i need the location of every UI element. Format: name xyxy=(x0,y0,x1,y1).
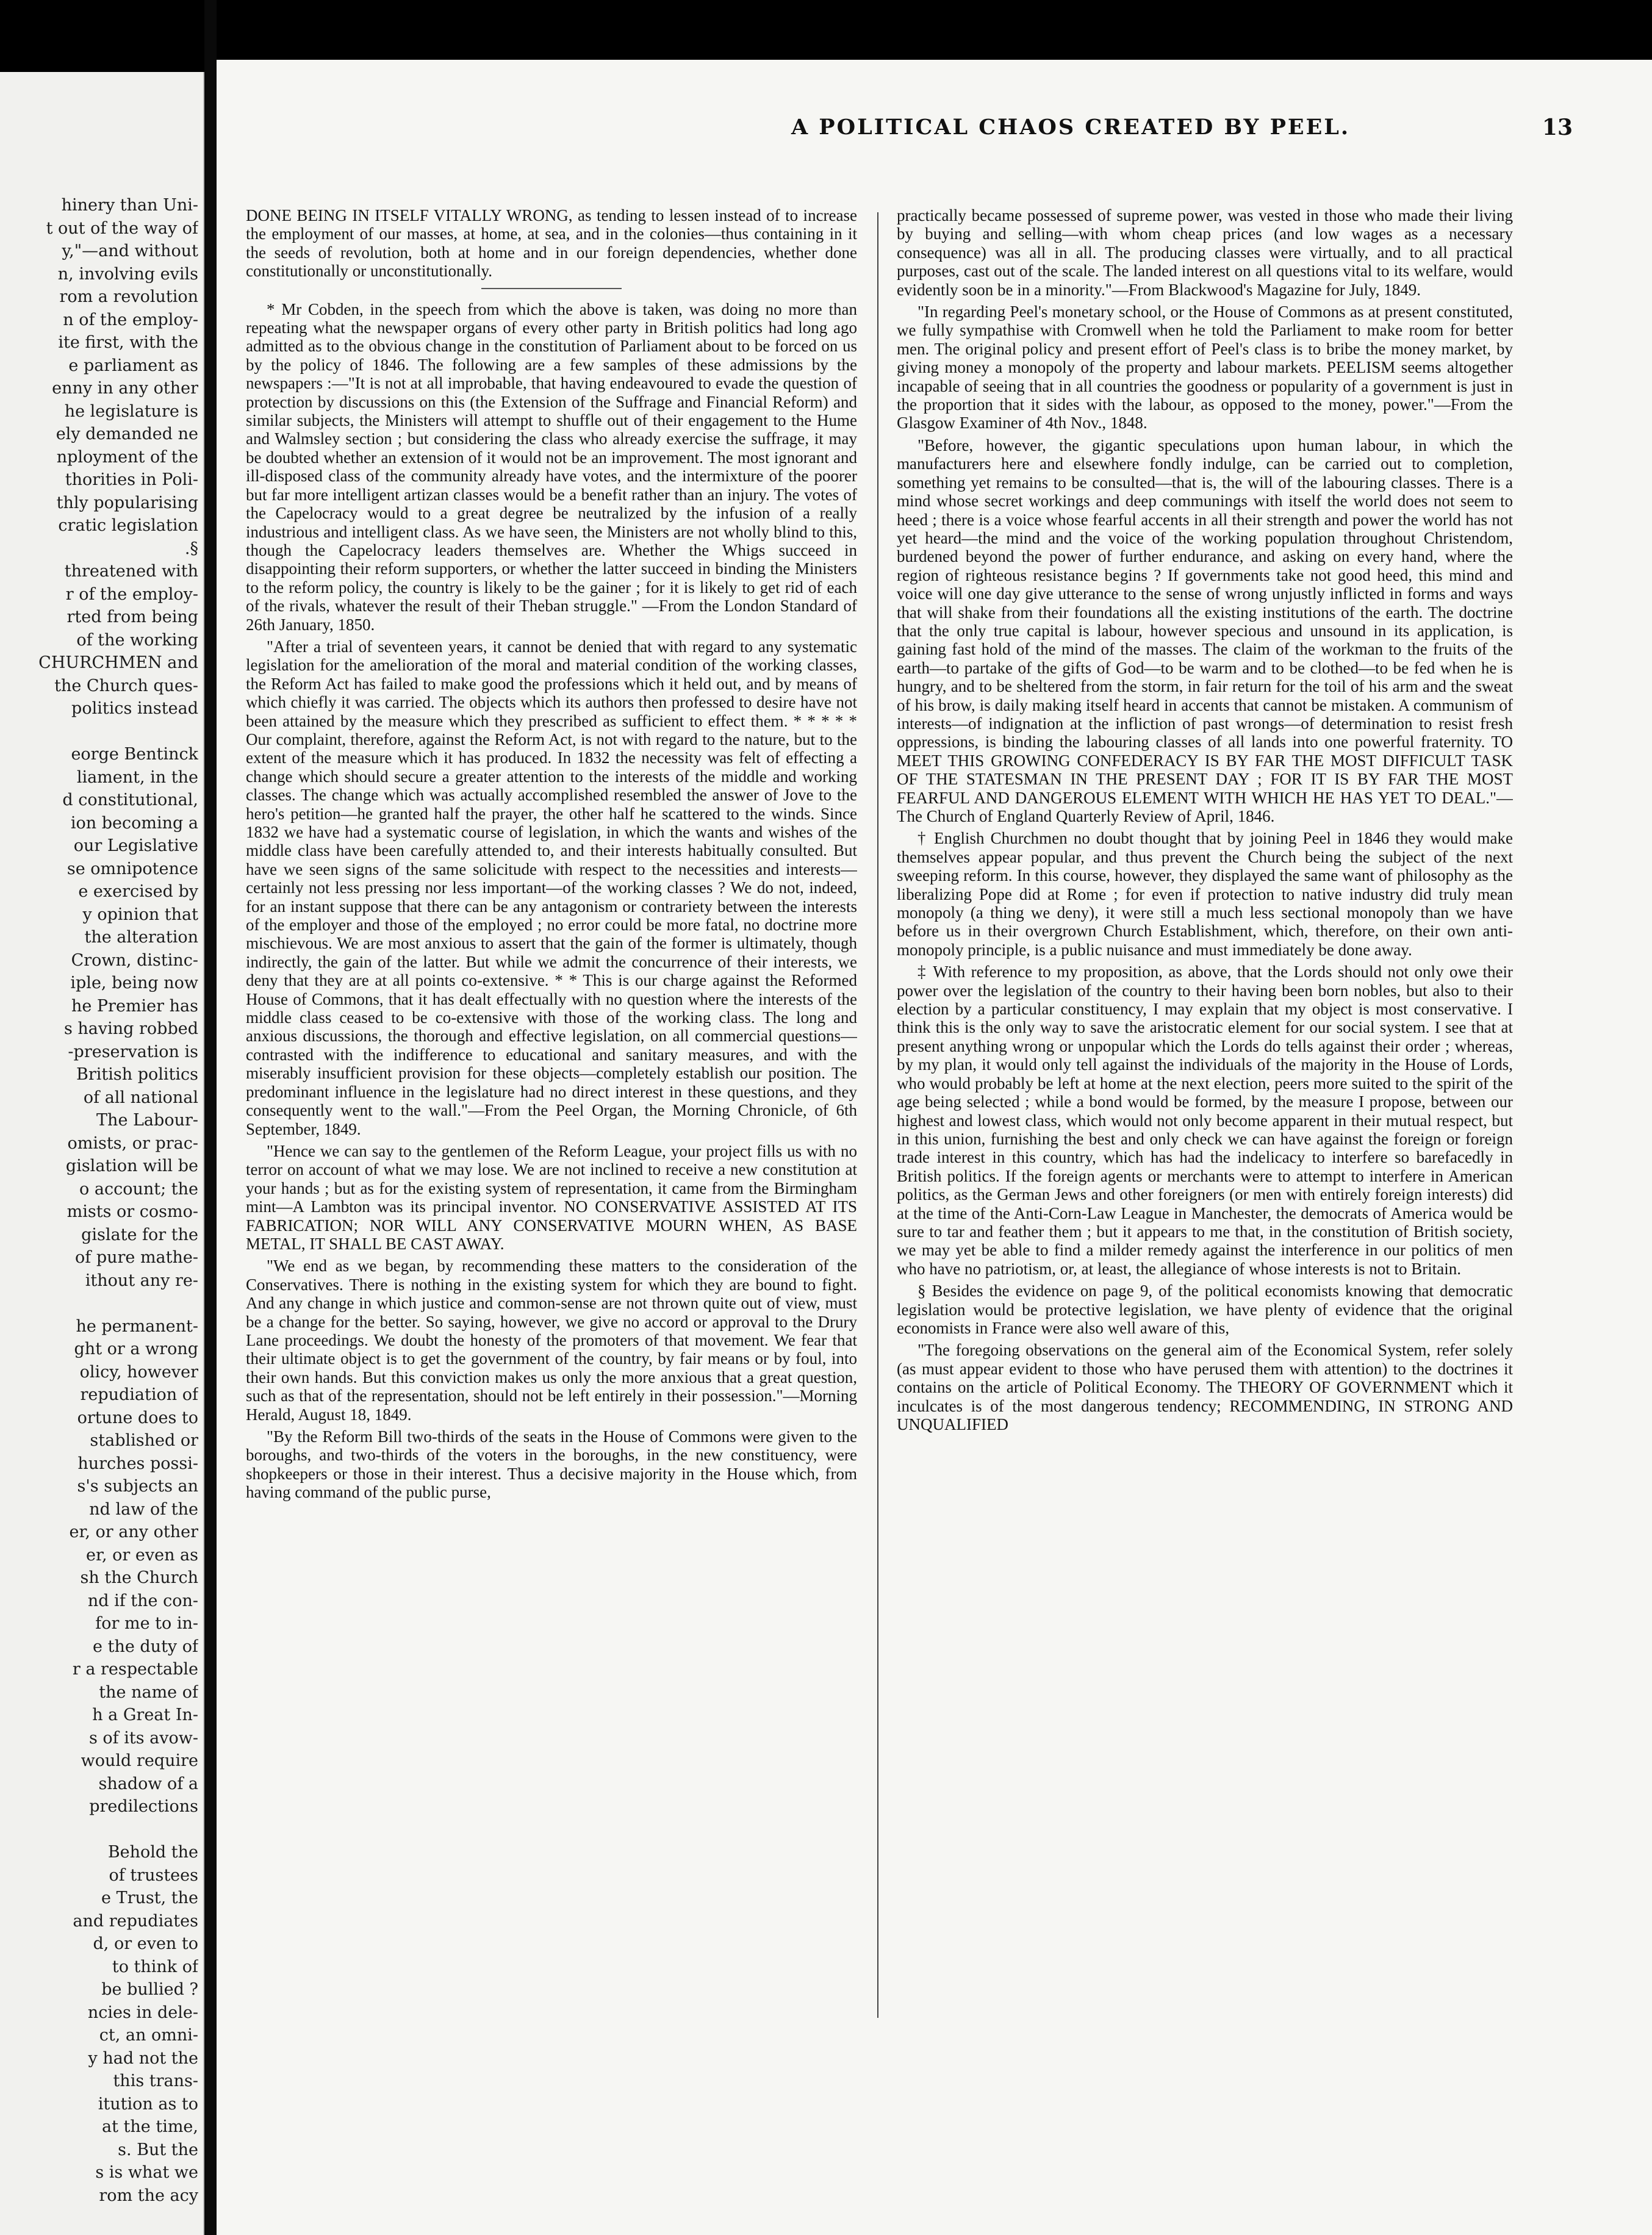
previous-page-line: r of the employ- xyxy=(65,584,198,604)
show-through-text xyxy=(400,2042,1437,2079)
previous-page-line: stablished or xyxy=(90,1431,198,1450)
previous-page-line: ortune does to xyxy=(77,1408,198,1427)
previous-page-line: of trustees xyxy=(109,1865,198,1885)
previous-page-line: y had not the xyxy=(88,2048,198,2068)
previous-page-line: olicy, however xyxy=(79,1362,198,1382)
previous-page-line: omists, or prac- xyxy=(67,1133,198,1153)
previous-page-line: .§ xyxy=(184,539,198,558)
previous-page-line: h a Great In- xyxy=(92,1706,198,1724)
previous-page-line: and repudiates xyxy=(73,1911,198,1931)
previous-page-line: thly popularising xyxy=(56,493,198,512)
column-divider xyxy=(877,212,878,2018)
paragraph: † English Churchmen no doubt thought that by joining Peel in 1846 they would make themselves appear popular, and thus prevent the Church being the subject of the next sweeping reform. In this course, however, they displayed the same want of philosophy as the liberalizing Pope did at Rome ; for even if protection to native industry did truly mean monopoly (a thing we deny), it were still a much less sectional monopoly than we have before us in their overgrown Church Establishment, which, therefore, on their own anti-monopoly principle, is a public nuisance and must immediately be done away. xyxy=(897,829,1513,959)
previous-page-line: d constitutional, xyxy=(62,791,198,809)
paragraph: DONE BEING IN ITSELF VITALLY WRONG, as tending to lessen instead of to increase the employment of our masses, at home, at sea, and in the colonies—thus containing in it the seeds of revolution, both at home and in our foreign dependencies, whether done constitutionally or unconstitutionally. xyxy=(246,206,857,281)
previous-page-line: The Labour- xyxy=(96,1111,198,1130)
footnote-rule xyxy=(481,288,622,289)
previous-page-line: iple, being now xyxy=(70,974,198,992)
paragraph: § Besides the evidence on page 9, of the political economists knowing that democratic legislation would be protective legislation, we have plenty of evidence that the original economists in France were also well aware of this, xyxy=(897,1282,1513,1337)
paragraph: "After a trial of seventeen years, it cannot be denied that with regard to any systematic legislation for the amelioration of the moral and material condition of the working classes, the Reform Act has failed to make good the professions which it held out, and by means of which chiefly it was carried. The objects which its authors then professed to desire have not been attained by the measure which they prescribed as sufficient to effect them. * * * * * Our complaint, therefore, against the Reform Act, is not with regard to the nature, but to the extent of the measure which it has produced. In 1832 the necessity was felt of effecting a change which should secure a greater attention to the interests of the middle and working classes. The change which was actually accomplished resembled the answer of Jove to the hero's petition—he granted half the prayer, the other half he scattered to the winds. Since 1832 we have had a systematic course of legislation, in which the wants and wishes of the middle class have been carefully attended to, and their interests habitually consulted. But have we seen signs of the same solicitude with respect to the necessities and interests—certainly not less pressing nor less important—of the working classes ? We do not, indeed, for an instant suppose that there can be any antagonism or contrariety between the interests of the employer and those of the employed ; no error could be more fatal, no doctrine more mischievous. We are most anxious to assert that the gain of the former is ultimately, though indirectly, the gain of the latter. But while we admit the concurrence of their interests, we deny that they are at all points co-extensive. * * This is our charge against the Reformed House of Commons, that it has dealt effectually with no question where the interests of the middle class ceased to be co-extensive with those of the working class. The long and anxious discussions, the thorough and effective legislation, on all commercial questions—contrasted with the indifference to educational and sanitary measures, and with the miserably insufficient provision for these objects—completely establish our position. The predominant influence in the legislature had no direct interest in these questions, and they consequently went to the wall."—From the Peel Organ, the Morning Chronicle, of 6th September, 1849. xyxy=(246,637,857,1138)
page-header xyxy=(217,115,1652,151)
previous-page-line: s's subjects an xyxy=(77,1477,198,1496)
previous-page-line: the alteration xyxy=(84,928,198,947)
paragraph: "We end as we began, by recommending these matters to the consideration of the Conservatives. There is nothing in the existing system for which they are bound to fight. And any change in which justice and common-sense are not thrown quite out of view, must be a change for the better. So saying, however, we give no accord or approval to the Drury Lane proceedings. We doubt the honesty of the promoters of that movement. We fear that their ultimate object is to get the government of the country, by fair means or by foul, into their own hands. But this conviction makes us only the more anxious that a great question, such as that of the representation, should not be left entirely in their possession."—Morning Herald, August 18, 1849. xyxy=(246,1257,857,1424)
previous-page-line: t out of the way of xyxy=(46,218,198,238)
previous-page-line: e parliament as xyxy=(68,356,198,375)
previous-page-line: CHURCHMEN and xyxy=(38,653,198,672)
previous-page-line: s of its avow- xyxy=(88,1728,198,1748)
previous-page-line: repudiation of xyxy=(80,1385,198,1404)
previous-page-line: nd if the con- xyxy=(87,1591,198,1610)
previous-page-line: at the time, xyxy=(102,2117,198,2136)
previous-page-line: of pure mathe- xyxy=(74,1248,198,1267)
previous-page-line: s. But the xyxy=(118,2140,198,2159)
previous-page-line: e the duty of xyxy=(93,1637,198,1656)
previous-page-line: ithout any re- xyxy=(85,1271,198,1290)
previous-page-line: ite first, with the xyxy=(58,333,198,352)
previous-page-line: ght or a wrong xyxy=(74,1340,198,1358)
previous-page-line: eorge Bentinck xyxy=(71,745,198,764)
previous-page-line: rom a revolution xyxy=(59,287,198,306)
previous-page-line: s is what we xyxy=(95,2163,198,2182)
previous-page-line: he legislature is xyxy=(64,401,198,421)
previous-page-text xyxy=(0,194,204,2207)
right-column xyxy=(897,206,1513,2048)
previous-page-line: shadow of a xyxy=(98,1774,198,1793)
previous-page-line: y,"—and without xyxy=(62,242,198,260)
previous-page-line: to think of xyxy=(112,1957,198,1976)
previous-page-line xyxy=(0,1292,198,1315)
previous-page-line: d, or even to xyxy=(93,1934,198,1953)
previous-page-line: gislation will be xyxy=(65,1157,198,1175)
paragraph: "By the Reform Bill two-thirds of the seats in the House of Commons were given to the boroughs, and two-thirds of the voters in the boroughs, in the new constituency, were shopkeepers or those in their interest. Thus a decisive majority in the House which, from having command of the public purse, xyxy=(246,1427,857,1502)
paragraph: "In regarding Peel's monetary school, or the House of Commons as at present constituted, we fully sympathise with Cromwell when he told the Parliament to make room for better men. The original policy and present effort of Peel's class is to bribe the money market, by giving money a monopoly of the property and labour markets. PEELISM seems altogether incapable of seeing that in all countries the goodness or popularity of a government is just in the proportion that it sides with the labour, as opposed to the money, power."—From the Glasgow Examiner of 4th Nov., 1848. xyxy=(897,303,1513,432)
previous-page-line: Behold the xyxy=(107,1843,198,1862)
previous-page-line: be bullied ? xyxy=(101,1980,198,1999)
book-spine-gap xyxy=(204,0,217,2235)
previous-page-line: ncies in dele- xyxy=(87,2003,198,2022)
left-column xyxy=(246,206,857,2036)
previous-page-line: would require xyxy=(81,1751,198,1770)
previous-page-line: n, involving evils xyxy=(57,264,198,284)
paragraph: "The foregoing observations on the general aim of the Economical System, refer solely (as must appear evident to those who have perused them with attention) to the doctrines it contains on the article of Political Economy. The THEORY OF GOVERNMENT which it inculcates is of the most dangerous tendency; RECOMMENDING, IN STRONG AND UNQUALIFIED xyxy=(897,1341,1513,1433)
previous-page-line: ion becoming a xyxy=(70,813,198,833)
previous-page-line xyxy=(0,720,198,744)
paragraph: "Hence we can say to the gentlemen of the Reform League, your project fills us with no terror on account of what we may lose. We are not inclined to receive a new constitution at your hands ; but as for the existing system of representation, it came from the Birmingham mint—A Lambton was its principal inventor. NO CONSERVATIVE ASSISTED AT ITS FABRICATION; NOR WILL ANY CONSERVATIVE MOURN WHEN, AS BASE METAL, IT SHALL BE CAST AWAY. xyxy=(246,1141,857,1253)
previous-page-line xyxy=(0,1818,198,1842)
previous-page-line: o account; the xyxy=(79,1179,198,1199)
running-title: A POLITICAL CHAOS CREATED BY PEEL. xyxy=(791,115,1351,140)
previous-page-line: enny in any other xyxy=(52,379,198,398)
previous-page-line: n of the employ- xyxy=(63,310,198,329)
previous-page-line: ely demanded ne xyxy=(56,425,198,443)
paragraph: "Before, however, the gigantic speculations upon human labour, in which the manufacturers here and elsewhere fondly indulge, can be carried out to completion, something yet remains to be consulted—that is, the will of the labouring classes. There is a mind whose secret workings and deep communings with itself the world does not seem to heed ; there is a voice whose fearful accents in all their strength and power the world has not yet heard—the mind and the voice of the working population throughout Christendom, burdened beyond the power of further endurance, and asking on every hand, where the region of righteous resistance begins ? If governments take not good heed, this mind and voice will one day give utterance to the sense of wrong unjustly inflicted in forms and ways that will shake from their foundations all the existing institutions of the earth. The doctrine that the only true capital is labour, however specious and unsound in its application, is gaining fast hold of the mind of the masses. The claim of the workman to the fruits of the earth—to partake of the gifts of God—to be warm and to be clothed—to be fed when he is hungry, and to be sheltered from the storm, in fair return for the toil of his arm and the sweat of his brow, is daily making itself heard in accents that cannot be mistaken. A communism of interests—of indignation at the infliction of past wrongs—of determination to resist fresh oppressions, is binding the labouring classes of all lands into one powerful fraternity. TO MEET THIS GROWING CONFEDERACY IS BY FAR THE MOST DIFFICULT TASK OF THE STATESMAN IN THE PRESENT DAY ; FOR IT IS BY FAR THE MOST FEARFUL AND DANGEROUS ELEMENT WITH WHICH HE HAS YET TO DEAL."—The Church of England Quarterly Review of April, 1846. xyxy=(897,436,1513,825)
previous-page-line: thorities in Poli- xyxy=(65,470,198,489)
previous-page-line: s having robbed xyxy=(63,1019,198,1038)
document-page xyxy=(217,60,1652,2235)
previous-page-line: rom the acy xyxy=(99,2186,198,2205)
previous-page-line: the Church ques- xyxy=(54,676,198,695)
paragraph: * Mr Cobden, in the speech from which the above is taken, was doing no more than repeating what the newspaper organs of every other party in British politics had long ago admitted as to the obvious change in the constitution of Parliament about to be forced on us by the policy of 1846. The following are a few samples of these admissions by the newspapers :—"It is not at all improbable, that having endeavoured to evade the question of protection by discussions on this (the Extension of the Suffrage and Financial Reform) and similar subjects, the Ministers will attempt to shuffle out of their engagement to the Hume and Walmsley section ; but considering the class who already exercise the suffrage, it may be doubted whether an extension of it would not be an improvement. The most ignorant and ill-disposed class of the community already have votes, and the intermixture of the poorer but far more intelligent artizan classes would be a benefit rather than an injury. The votes of the Capelocracy would to a great degree be neutralized by the infusion of a really industrious and intelligent class. As we have seen, the Ministers are not wholly blind to this, though the Capelocracy leaders themselves are. Whether the Whigs succeed in disappointing their reform supporters, or whether the latter succeed in binding the Ministers to the reform policy, the country is likely to be the gainer ; for it is likely to get rid of each of the rivals, whatever the result of their Theban struggle." —From the London Standard of 26th January, 1850. xyxy=(246,300,857,634)
previous-page-line: se omnipotence xyxy=(66,859,198,878)
previous-page-line: for me to in- xyxy=(95,1614,198,1633)
previous-page-line: er, or any other xyxy=(69,1523,198,1541)
previous-page-line: e exercised by xyxy=(78,882,198,901)
previous-page-line: nployment of the xyxy=(56,447,198,467)
previous-page-line: the name of xyxy=(99,1682,198,1702)
previous-page-line: Crown, distinc- xyxy=(71,950,198,970)
previous-page-line: liament, in the xyxy=(76,767,198,787)
previous-page-line: predilections xyxy=(89,1797,198,1816)
previous-page-line: nd law of the xyxy=(89,1499,198,1519)
previous-page-line: y opinion that xyxy=(82,905,198,924)
previous-page-line: he Premier has xyxy=(71,996,198,1016)
previous-page-line: threatened with xyxy=(64,562,198,581)
previous-page-line: r a respectable xyxy=(72,1660,198,1679)
previous-page-line: of the working xyxy=(76,630,198,650)
previous-page-line: e Trust, the xyxy=(101,1889,198,1907)
paragraph: practically became possessed of supreme power, was vested in those who made their living by buying and selling—with whom cheap prices (and low wages as a necessary consequence) was all in all. The producing classes were virtually, and to all practical purposes, cast out of the scale. The landed interest on all questions vital to its welfare, would evidently soon be in a minority."—From Blackwood's Magazine for July, 1849. xyxy=(897,206,1513,299)
previous-page-line: itution as to xyxy=(98,2094,198,2114)
previous-page-line: this trans- xyxy=(113,2072,198,2090)
previous-page-line: politics instead xyxy=(71,699,198,718)
previous-page-margin xyxy=(0,72,204,2235)
previous-page-line: er, or even as xyxy=(86,1545,198,1565)
previous-page-line: our Legislative xyxy=(73,836,198,855)
previous-page-line: -preservation is xyxy=(68,1042,198,1061)
previous-page-line: British politics xyxy=(76,1065,198,1084)
previous-page-line: sh the Church xyxy=(80,1568,198,1587)
previous-page-line: ct, an omni- xyxy=(99,2026,198,2045)
previous-page-line: mists or cosmo- xyxy=(66,1202,198,1221)
previous-page-line: of all national xyxy=(83,1088,198,1107)
previous-page-line: he permanent- xyxy=(76,1316,198,1336)
page-number: 13 xyxy=(1542,115,1573,140)
previous-page-line: rted from being xyxy=(66,608,198,626)
previous-page-line: gislate for the xyxy=(81,1225,198,1244)
previous-page-line: hurches possi- xyxy=(77,1454,198,1473)
previous-page-line: cratic legislation xyxy=(58,516,198,535)
previous-page-line: hinery than Uni- xyxy=(61,196,198,215)
paragraph: ‡ With reference to my proposition, as above, that the Lords should not only owe their power over the legislation of the country to their having been born nobles, but also to their election by a particular constituency, I may explain that my object is most conservative. I think this is the only way to save the aristocratic element for our social system. I see that at present anything wrong or unpopular which the Lords do tells against their order ; whereas, by my plan, it would only tell against the individuals of the majority in the House of Lords, who would probably be left at home at the next election, peers more suited to the spirit of the age being selected ; while a bond would be formed, by the measure I propose, between our highest and lowest class, which would not only become apparent in their mutual respect, but in this union, furnishing the best and only check we can have against the foreign or foreign trade interest in this country, which has had the indelicacy to interfere so barefacedly in British politics. If the foreign agents or merchants were to attempt to interfere in American politics, as the German Jews and other foreigners (or men with entirely foreign interests) did at the time of the Anti-Corn-Law League in Manchester, the democrats of America would be sure to tar and feather them ; but it appears to me that, in the constitution of British society, we may yet be able to find a milder remedy against the interference in our politics of men who have no patriotism, or, at least, the allegiance of whose interests is not to Britain. xyxy=(897,963,1513,1278)
